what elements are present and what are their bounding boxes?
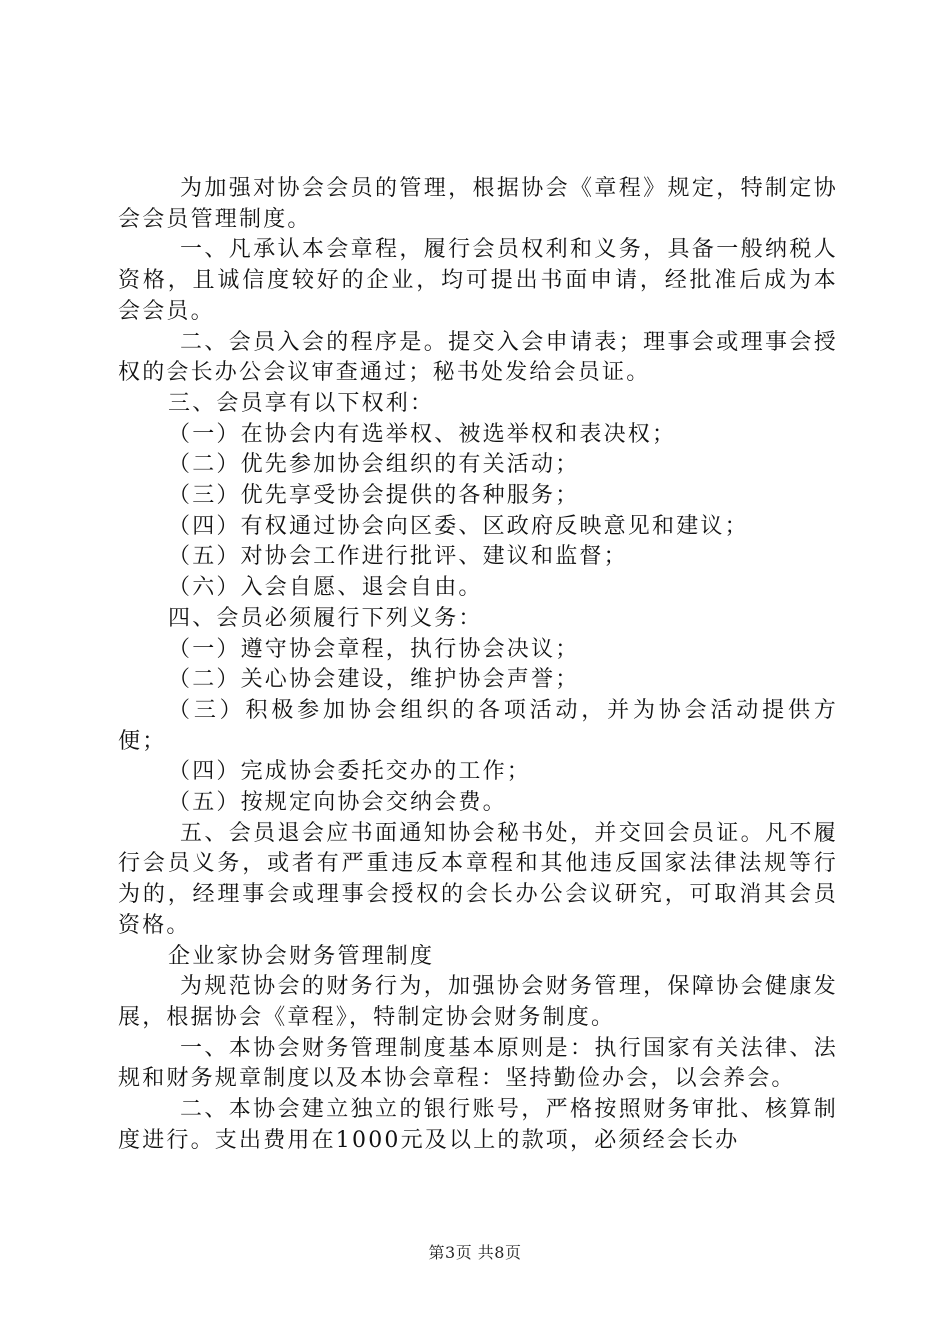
paragraph: （四）有权通过协会向区委、区政府反映意见和建议； xyxy=(168,513,749,539)
paragraph: （二）关心协会建设，维护协会声誉； xyxy=(168,667,580,693)
paragraph: 二、会员入会的程序是。提交入会申请表；理事会或理事会授权的会长办公会议审查通过；秘书处发给会员证。 xyxy=(118,329,838,386)
paragraph: （一）在协会内有选举权、被选举权和表决权； xyxy=(168,421,677,447)
paragraph: 一、凡承认本会章程，履行会员权利和义务，具备一般纳税人资格，且诚信度较好的企业，均可提出书面申请，经批准后成为本会会员。 xyxy=(118,237,838,324)
paragraph: （一）遵守协会章程，执行协会决议； xyxy=(168,636,580,662)
paragraph: （五）对协会工作进行批评、建议和监督； xyxy=(168,544,628,570)
paragraph: 为规范协会的财务行为，加强协会财务管理，保障协会健康发展，根据协会《章程》，特制定协会财务制度。 xyxy=(118,974,838,1030)
paragraph: 四、会员必须履行下列义务： xyxy=(168,605,483,631)
paragraph: （三）优先享受协会提供的各种服务； xyxy=(168,483,580,509)
paragraph: （五）按规定向协会交纳会费。 xyxy=(168,790,507,816)
document-body xyxy=(118,174,838,1157)
paragraph: 五、会员退会应书面通知协会秘书处，并交回会员证。凡不履行会员义务，或者有严重违反本章程和其他违反国家法律法规等行为的，经理事会或理事会授权的会长办公会议研究，可取消其会员资格。 xyxy=(118,820,838,938)
paragraph: （二）优先参加协会组织的有关活动； xyxy=(168,452,580,478)
paragraph: （四）完成协会委托交办的工作； xyxy=(168,759,532,785)
paragraph: 为加强对协会会员的管理，根据协会《章程》规定，特制定协会会员管理制度。 xyxy=(118,176,838,232)
paragraph: （三）积极参加协会组织的各项活动，并为协会活动提供方便； xyxy=(118,697,838,754)
paragraph: 一、本协会财务管理制度基本原则是：执行国家有关法律、法规和财务规章制度以及本协会章程：坚持勤俭办会，以会养会。 xyxy=(118,1035,838,1092)
paragraph: 企业家协会财务管理制度 xyxy=(168,943,435,969)
paragraph: 二、本协会建立独立的银行账号，严格按照财务审批、核算制度进行。支出费用在1000元及以上的款项，必须经会长办 xyxy=(118,1097,838,1153)
paragraph: 三、会员享有以下权利： xyxy=(168,390,435,416)
paragraph: （六）入会自愿、退会自由。 xyxy=(168,575,483,601)
page-footer: 第3页 共8页 xyxy=(428,1243,522,1262)
